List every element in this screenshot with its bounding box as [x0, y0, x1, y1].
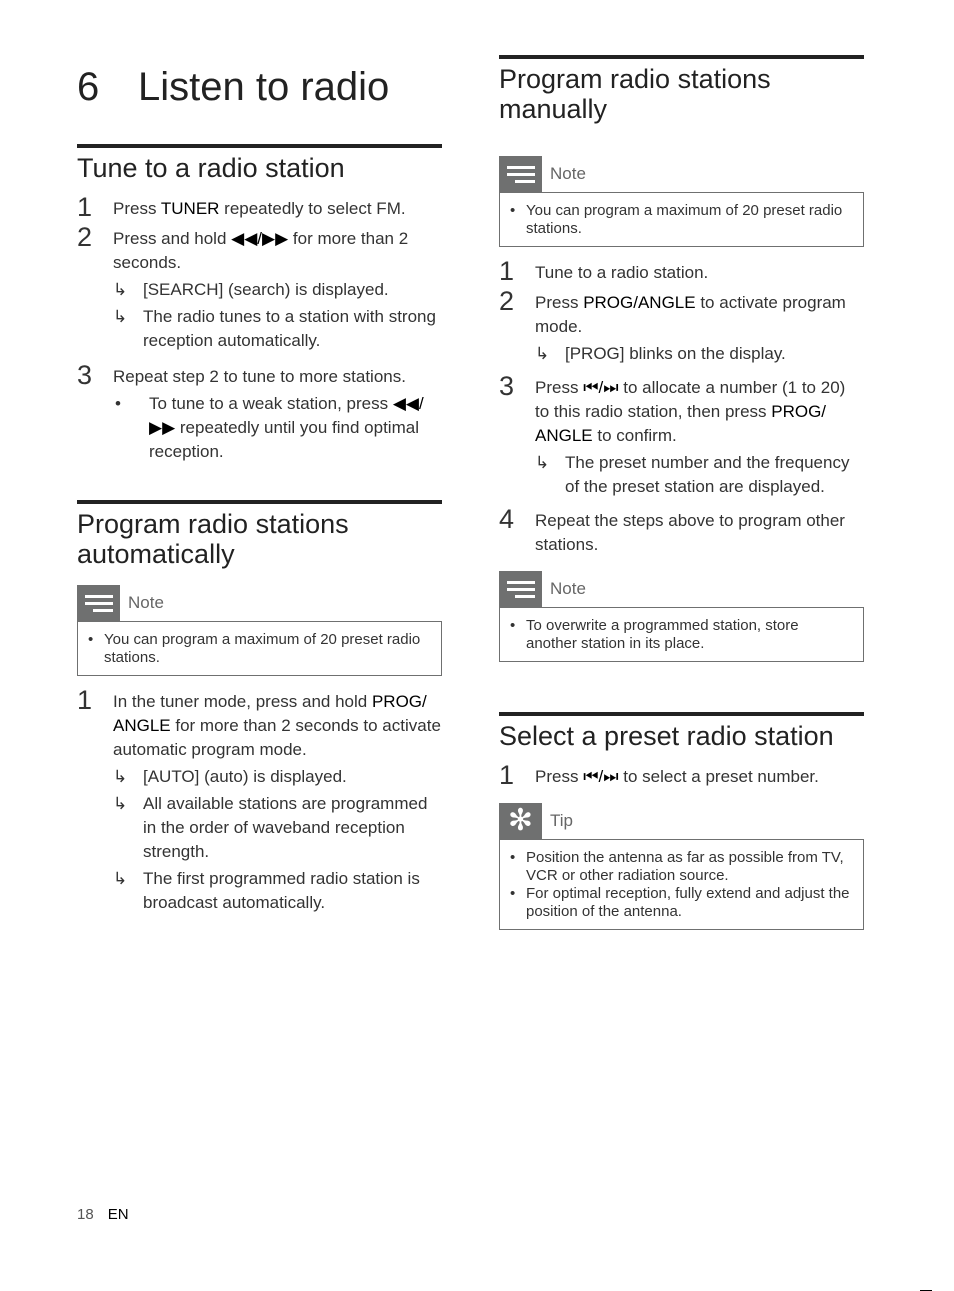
step-number: 3 — [499, 371, 515, 401]
step-text: Press — [535, 378, 584, 397]
result-arrow-icon: ↳ — [113, 307, 128, 326]
bullet-text: To tune to a weak station, press — [149, 394, 393, 413]
tip-text: For optimal reception, fully extend and adjust the position of the antenna. — [526, 885, 850, 920]
prev-next-icon: ◀◀/▶▶ — [231, 229, 289, 248]
step-number: 1 — [77, 685, 93, 715]
result-item — [113, 867, 442, 915]
step-number: 2 — [77, 222, 93, 252]
result-arrow-icon: ↳ — [535, 453, 550, 472]
right-column — [499, 55, 864, 930]
language-code: EN — [107, 1206, 129, 1223]
result-arrow-icon: ↳ — [113, 869, 128, 888]
result-arrow-icon: ↳ — [113, 794, 128, 813]
skip-prev-next-icon: ⏮/⏭ — [583, 767, 619, 786]
bullet-icon: • — [510, 849, 516, 866]
section-title-manual: Program radio stations manually — [499, 64, 771, 124]
step-number: 1 — [499, 256, 515, 286]
step-4 — [499, 504, 864, 557]
result-arrow-icon: ↳ — [113, 767, 128, 786]
step-1 — [77, 685, 442, 915]
tip-body — [499, 839, 864, 930]
step-3 — [77, 360, 442, 464]
step-text: to allocate a number (1 to 20) to this radio station, then press — [535, 378, 846, 421]
tip-text: Position the antenna as far as possible from TV, VCR or other radiation source. — [526, 849, 844, 884]
note-header — [499, 571, 864, 607]
note-box — [77, 585, 442, 676]
note-label: Note — [550, 579, 586, 598]
steps-manual — [499, 256, 864, 557]
bullet-icon: • — [510, 885, 516, 902]
bullet-icon: • — [88, 631, 94, 648]
result-arrow-icon: ↳ — [113, 280, 128, 299]
chapter-number: 6 — [77, 65, 100, 109]
result-item — [113, 792, 442, 864]
result-item — [113, 278, 442, 302]
tip-item — [510, 885, 853, 921]
section-manual — [499, 55, 864, 662]
step-1 — [499, 256, 864, 286]
result-arrow-icon: ↳ — [535, 344, 550, 363]
note-box — [499, 156, 864, 247]
steps-auto — [77, 685, 442, 915]
note-label: Note — [128, 593, 164, 612]
key-prog-angle: PROG/ ANGLE — [535, 402, 827, 445]
step-text: to select a preset number. — [618, 767, 819, 786]
result-item — [113, 305, 442, 353]
step-1 — [77, 192, 442, 222]
step-number: 3 — [77, 360, 93, 390]
key-prog-angle: PROG/ANGLE — [583, 293, 696, 312]
section-preset — [499, 712, 864, 930]
step-2 — [77, 222, 442, 353]
note-body — [499, 192, 864, 247]
note-icon — [499, 156, 542, 192]
result-item — [113, 765, 442, 789]
section-tune — [77, 144, 442, 464]
tip-box — [499, 803, 864, 930]
note-item — [510, 617, 853, 653]
bullet-icon: • — [115, 394, 121, 413]
step-number: 1 — [77, 192, 93, 222]
chapter-title: Listen to radio — [138, 65, 390, 109]
step-1 — [499, 760, 864, 790]
bullet-item — [113, 392, 442, 464]
tip-label: Tip — [550, 811, 573, 830]
section-title-preset: Select a preset radio station — [499, 721, 834, 751]
result-text: The radio tunes to a station with strong reception automatically. — [143, 307, 436, 350]
note-body — [499, 607, 864, 662]
step-number: 2 — [499, 286, 515, 316]
step-number: 4 — [499, 504, 515, 534]
step-text: Repeat the steps above to program other stations. — [535, 511, 845, 554]
chapter-heading — [77, 59, 442, 119]
step-2 — [499, 286, 864, 366]
note-item — [88, 631, 431, 667]
note-text: You can program a maximum of 20 preset radio stations. — [104, 631, 421, 666]
prev-next-icon: ◀◀/▶▶ — [149, 394, 424, 437]
note-body — [77, 621, 442, 676]
note-header — [77, 585, 442, 621]
page-footer — [77, 1206, 129, 1223]
tip-glyph: ✻ — [507, 804, 534, 837]
step-text: for more than 2 seconds to activate automatic program mode. — [113, 716, 441, 759]
skip-prev-next-icon: ⏮/⏭ — [583, 378, 619, 397]
step-text: for more than 2 seconds. — [113, 229, 409, 272]
step-text: repeatedly to select FM. — [219, 199, 406, 218]
note-icon — [77, 585, 120, 621]
section-auto — [77, 500, 442, 915]
key-tuner: TUNER — [160, 199, 220, 218]
left-column — [77, 55, 442, 921]
note-header — [499, 156, 864, 192]
note-item — [510, 202, 853, 238]
step-text: Repeat step 2 to tune to more stations. — [113, 367, 406, 386]
note-box — [499, 571, 864, 662]
step-text: to confirm. — [592, 426, 677, 445]
bullet-icon: • — [510, 202, 516, 219]
step-text: Press — [113, 199, 161, 218]
tip-item — [510, 849, 853, 885]
result-text: [SEARCH] (search) is displayed. — [143, 280, 389, 299]
step-text: Press and hold — [113, 229, 232, 248]
section-title-tune: Tune to a radio station — [77, 153, 345, 183]
page-number: 18 — [77, 1206, 94, 1223]
section-title-auto: Program radio stations automatically — [77, 509, 349, 569]
step-text: Press — [535, 293, 584, 312]
tip-header — [499, 803, 864, 839]
step-number: 1 — [499, 760, 515, 790]
step-text: In the tuner mode, press and hold — [113, 692, 372, 711]
step-text: to activate program mode. — [535, 293, 846, 336]
note-icon — [499, 571, 542, 607]
step-text: Press — [535, 767, 584, 786]
steps-tune — [77, 192, 442, 464]
steps-preset — [499, 760, 864, 790]
result-text: [PROG] blinks on the display. — [565, 344, 786, 363]
step-text: Tune to a radio station. — [535, 263, 709, 282]
result-item — [535, 451, 864, 499]
result-item — [535, 342, 864, 366]
step-3 — [499, 371, 864, 499]
result-text: [AUTO] (auto) is displayed. — [143, 767, 347, 786]
bullet-text: repeatedly until you find optimal reception. — [149, 418, 419, 461]
result-text: The first programmed radio station is broadcast automatically. — [143, 869, 420, 912]
note-label: Note — [550, 164, 586, 183]
note-text: To overwrite a programmed station, store another station in its place. — [526, 617, 799, 652]
bullet-icon: • — [510, 617, 516, 634]
key-prog-angle: PROG/ ANGLE — [113, 692, 427, 735]
note-text: You can program a maximum of 20 preset radio stations. — [526, 202, 843, 237]
tip-icon — [499, 803, 542, 839]
result-text: The preset number and the frequency of the preset station are displayed. — [565, 453, 850, 496]
result-text: All available stations are programmed in the order of waveband reception strength. — [143, 794, 428, 861]
